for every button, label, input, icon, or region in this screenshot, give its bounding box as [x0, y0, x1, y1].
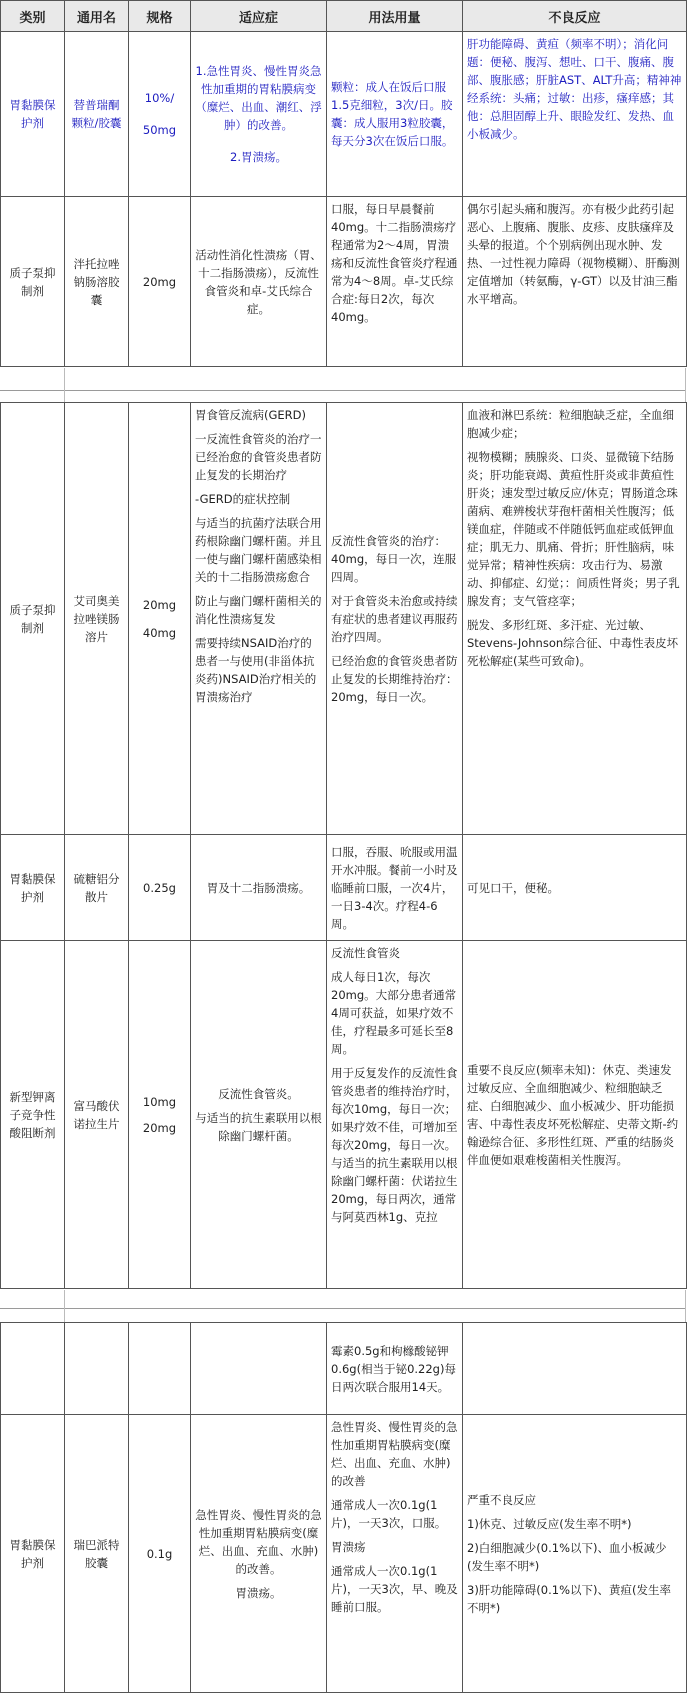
usage-line: 对于食管炎未治愈或持续有症状的患者建议再服药治疗四周。: [331, 593, 458, 644]
cell-usage: 颗粒：成人在饭后口服1.5克细粒，3次/日。胶囊：成人服用3粒胶囊，每天分3次在饭后口服。: [327, 32, 463, 197]
page-break: [0, 1290, 686, 1322]
cell-usage: 霉素0.5g和枸橼酸铋钾0.6g(相当于铋0.22g)每日两次联合服用14天。: [327, 1323, 463, 1415]
indication-line: 2.胃溃疡。: [230, 150, 287, 164]
indication-line: 胃食管反流病(GERD): [195, 408, 306, 422]
table-row-vonoprazan: [1, 941, 687, 1289]
cell-spec: 0.1g: [129, 1415, 191, 1693]
usage-line: 已经治愈的食管炎患者防止复发的长期维持治疗：20mg，每日一次。: [331, 653, 458, 704]
page-break-tick: [685, 1290, 686, 1322]
cell-category: 质子泵抑制剂: [1, 197, 65, 367]
page-break-tick: [685, 368, 686, 402]
cell-category: 胃黏膜保护剂: [1, 32, 65, 197]
spec-line: 10%/: [144, 91, 175, 105]
adverse-line: 严重不良反应: [467, 1492, 536, 1507]
cell-category: 质子泵抑制剂: [1, 403, 65, 835]
cell-adverse: [463, 403, 687, 835]
indication-line: 反流性食管炎。: [218, 1086, 299, 1101]
indication-line: 一反流性食管炎的治疗一已经治愈的食管炎患者防止复发的长期治疗: [195, 432, 322, 482]
cell-usage: [327, 1415, 463, 1693]
cell-name: [65, 1323, 129, 1415]
usage-line: 急性胃炎、慢性胃炎的急性加重期胃粘膜病变(糜烂、出血、充血、水肿)的改善: [331, 1420, 458, 1488]
usage-line: 反流性食管炎的治疗：40mg，每日一次，连服四周。: [331, 533, 457, 584]
cell-adverse: 偶尔引起头痛和腹泻。亦有极少此药引起恶心、上腹痛、腹胀、皮疹、皮肤瘙痒及头晕的报道。个个别病例出现水肿、发热、一过性视力障碍（视物模糊）、肝酶测定值增加（转氨酶，γ-GT）以及甘油三酯水平增高。: [463, 197, 687, 367]
table-row-rebamipide: [1, 1415, 687, 1693]
table-row-pantoprazole: [1, 197, 687, 367]
indication-line: 与适当的抗菌疗法联合用药根除幽门螺杆菌。并且一使与幽门螺杆菌感染相关的十二指肠溃疡愈合: [195, 516, 322, 584]
header-name: 通用名: [65, 1, 129, 32]
cell-category: 新型钾离子竞争性酸阻断剂: [1, 941, 65, 1289]
usage-line: 胃溃疡: [331, 1540, 366, 1554]
cell-indication: [191, 403, 327, 835]
header-spec: 规格: [129, 1, 191, 32]
cell-indication: [191, 1415, 327, 1693]
table-row-esomeprazole: [1, 403, 687, 835]
cell-indication: [191, 1323, 327, 1415]
usage-line: 通常成人一次0.1g(1片)，一天3次，口服。: [331, 1498, 447, 1530]
drug-table-page-2: [0, 402, 687, 1289]
indication-line: 需要持续NSAID治疗的患者一与使用(非甾体抗炎药)NSAID治疗相关的胃溃疡治疗: [195, 636, 317, 704]
page-break: [0, 368, 686, 402]
cell-spec: [129, 941, 191, 1289]
cell-spec: [129, 1323, 191, 1415]
cell-name: 艾司奥美拉唑镁肠溶片: [65, 403, 129, 835]
indication-line: -GERD的症状控制: [195, 492, 291, 506]
cell-indication: [191, 941, 327, 1289]
spec-line: 20mg: [142, 597, 177, 612]
adverse-line: 2)白细胞减少(0.1%以下)、血小板减少(发生率不明*): [467, 1540, 667, 1573]
cell-usage: [327, 403, 463, 835]
cell-spec: [129, 32, 191, 197]
header-adverse: 不良反应: [463, 1, 687, 32]
cell-name: 瑞巴派特胶囊: [65, 1415, 129, 1693]
indication-line: 胃溃疡。: [235, 1585, 282, 1600]
cell-name: 泮托拉唑钠肠溶胶囊: [65, 197, 129, 367]
indication-line: 急性胃炎、慢性胃炎的急性加重期胃粘膜病变(糜烂、出血、充血、水肿)的改善。: [195, 1507, 322, 1576]
cell-indication: 胃及十二指肠溃疡。: [191, 835, 327, 941]
table-header-row: [1, 1, 687, 32]
cell-spec: 0.25g: [129, 835, 191, 941]
cell-name: 富马酸伏诺拉生片: [65, 941, 129, 1289]
spec-line: 40mg: [142, 625, 177, 640]
header-indication: 适应症: [191, 1, 327, 32]
indication-line: 与适当的抗生素联用以根除幽门螺杆菌。: [195, 1110, 322, 1143]
drug-table-page-1: [0, 0, 687, 367]
indication-line: 防止与幽门螺杆菌相关的消化性溃疡复发: [195, 594, 322, 626]
page-break-tick: [64, 368, 65, 402]
header-usage: 用法用量: [327, 1, 463, 32]
adverse-line: 3)肝功能障碍(0.1%以下)、黄疸(发生率不明*): [467, 1582, 671, 1615]
cell-category: 胃黏膜保护剂: [1, 835, 65, 941]
adverse-line: 脱发、多形红斑、多汗症、光过敏、Stevens-Johnson综合征、中毒性表皮坏死松解症(某些可致命)。: [467, 618, 679, 668]
cell-adverse: 肝功能障碍、黄疸（频率不明）；消化问题：便秘、腹泻、想吐、口干、腹痛、腹部、腹胀感；肝脏AST、ALT升高；精神神经系统：头痛；过敏：出疹，瘙痒感；其他：总胆固醇上升、眼睑发红、发热、血小板减少。: [463, 32, 687, 197]
table-row-sucralfate: [1, 835, 687, 941]
spec-line: 50mg: [142, 123, 177, 137]
usage-line: 成人每日1次，每次20mg。大部分患者通常4周可获益，如果疗效不佳，疗程最多可延长至8周。: [331, 970, 457, 1056]
cell-usage: 口服，每日早晨餐前40mg。十二指肠溃疡疗程通常为2～4周，胃溃疡和反流性食管炎疗程通常为4～8周。卓-艾氏综合症:每日2次，每次40mg。: [327, 197, 463, 367]
spec-line: 20mg: [142, 1120, 177, 1135]
cell-name: 硫糖铝分散片: [65, 835, 129, 941]
cell-adverse: 可见口干，便秘。: [463, 835, 687, 941]
cell-adverse: [463, 1415, 687, 1693]
indication-line: 1.急性胃炎、慢性胃炎急性加重期的胃粘膜病变（糜烂、出血、潮红、浮肿）的改善。: [195, 64, 322, 132]
adverse-line: 血液和淋巴系统：粒细胞缺乏症，全血细胞减少症；: [467, 408, 674, 440]
page-break-line: [0, 390, 686, 391]
page-break-tick: [64, 1290, 65, 1322]
drug-table-page-3: [0, 1322, 687, 1693]
table-row-teprenone: [1, 32, 687, 197]
cell-spec: 20mg: [129, 197, 191, 367]
usage-line: 用于反复发作的反流性食管炎患者的维持治疗时，每次10mg，每日一次；如果疗效不佳，可增加至每次20mg，每日一次。与适当的抗生素联用以根除幽门螺杆菌：伏诺拉生20mg，每日两次，通常与阿莫西林1g、克拉: [331, 1066, 458, 1224]
page-break-line: [0, 1308, 686, 1309]
adverse-line: 1)休克、过敏反应(发生率不明*): [467, 1516, 632, 1531]
cell-category: [1, 1323, 65, 1415]
cell-spec: [129, 403, 191, 835]
adverse-line: 视物模糊；胰腺炎、口炎、显微镜下结肠炎；肝功能衰竭、黄疸性肝炎或非黄疸性肝炎；速发型过敏反应/休克；胃肠道念珠菌病、难辨梭状芽孢杆菌相关性腹泻；低镁血症，伴随或不伴随低钙血症或低钾血症；肌无力、肌痛、骨折；肝性脑病，味觉异常；精神性疾病：攻击行为、易激动、抑郁症、幻觉；：间质性肾炎；男子乳腺发育；支气管痉挛；: [467, 450, 680, 608]
cell-usage: 口服，吞服、吮服或用温开水冲服。餐前一小时及临睡前口服，一次4片，一日3-4次。疗程4-6周。: [327, 835, 463, 941]
cell-indication: [191, 32, 327, 197]
usage-line: 反流性食管炎: [331, 946, 400, 960]
cell-adverse: 重要不良反应(频率未知)：休克、类速发过敏反应、全血细胞减少、粒细胞缺乏症、白细胞减少、血小板减少、肝功能损害、中毒性表皮坏死松解症、史蒂文斯-约翰逊综合征、多形性红斑、严重的结肠炎伴血便如艰难梭菌相关性腹泻。: [463, 941, 687, 1289]
cell-name: 替普瑞酮颗粒/胶囊: [65, 32, 129, 197]
cell-category: 胃黏膜保护剂: [1, 1415, 65, 1693]
cell-adverse: [463, 1323, 687, 1415]
usage-line: 通常成人一次0.1g(1片)，一天3次，早、晚及睡前口服。: [331, 1564, 458, 1614]
table-row-continuation: [1, 1323, 687, 1415]
header-category: 类别: [1, 1, 65, 32]
cell-usage: [327, 941, 463, 1289]
cell-indication: 活动性消化性溃疡（胃、十二指肠溃疡），反流性食管炎和卓-艾氏综合症。: [191, 197, 327, 367]
spec-line: 10mg: [142, 1094, 177, 1109]
